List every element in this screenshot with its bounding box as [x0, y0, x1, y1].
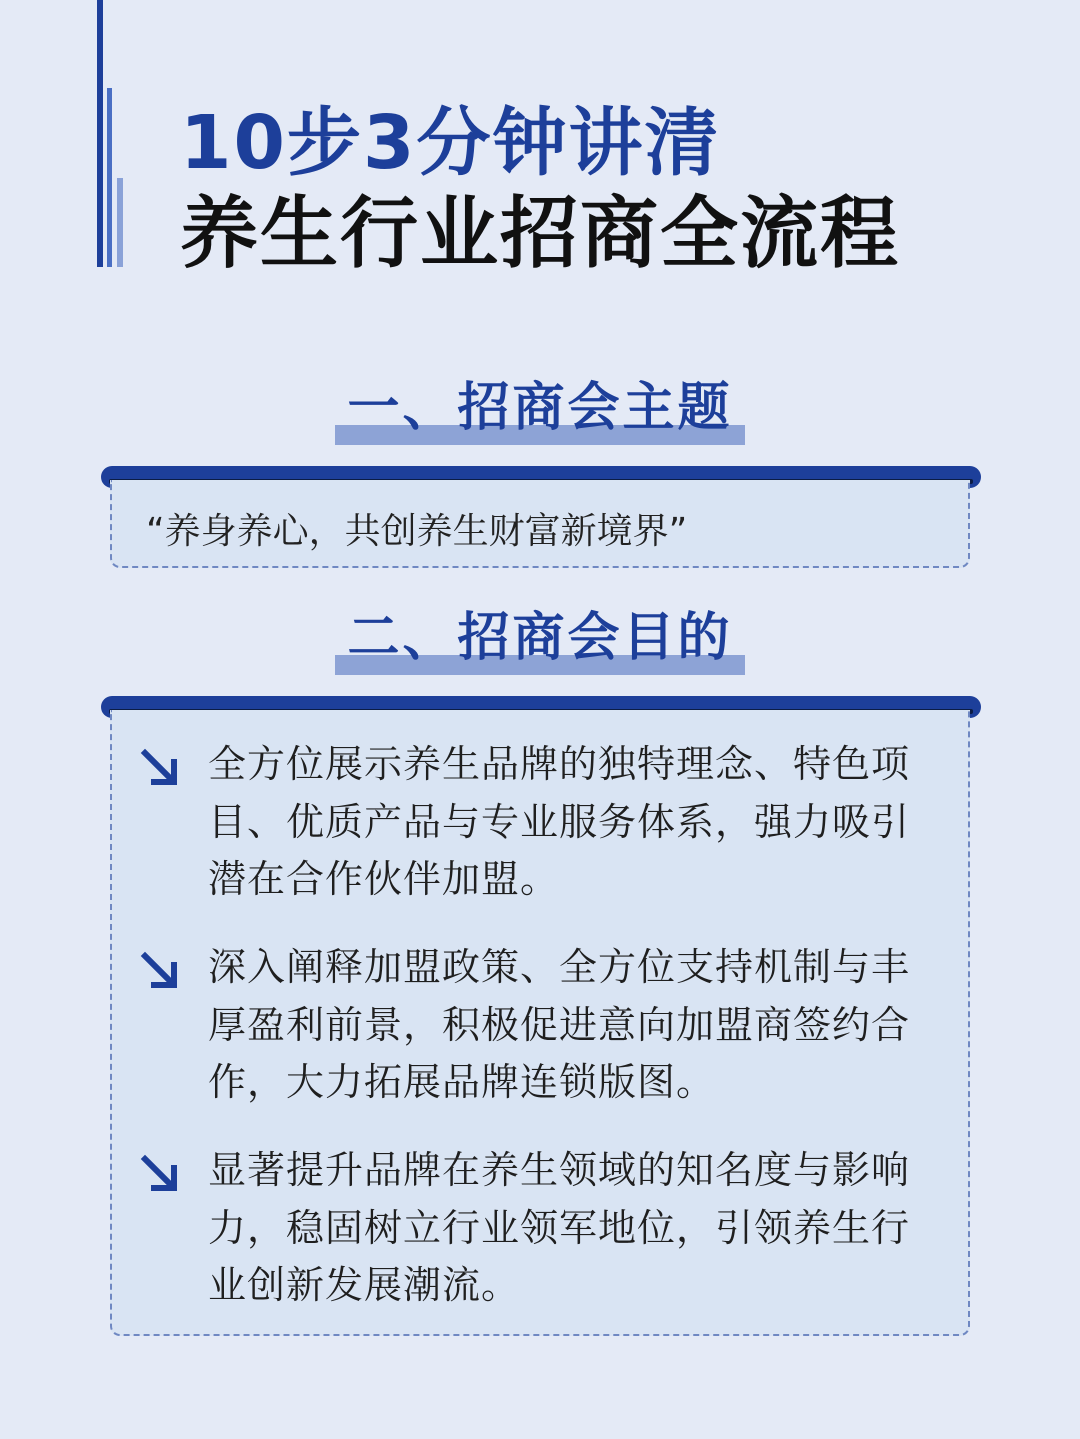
arrow-down-right-icon — [138, 746, 180, 788]
decorative-bar — [107, 88, 112, 267]
theme-card — [101, 466, 981, 568]
section-heading-theme — [335, 375, 745, 445]
section-heading-text: 一、招商会主题 — [347, 378, 733, 438]
page-title-line1: 10步3分钟讲清 — [180, 100, 721, 186]
purpose-item-text: 全方位展示养生品牌的独特理念、特色项目、优质产品与专业服务体系，强力吸引潜在合作伙伴加盟。 — [208, 742, 911, 901]
arrow-down-right-icon — [138, 949, 180, 991]
section-heading-text: 二、招商会目的 — [347, 608, 733, 668]
page-title-line2: 养生行业招商全流程 — [180, 189, 901, 279]
card-body — [110, 710, 970, 1336]
decorative-bar — [117, 178, 123, 267]
section-heading-purpose — [335, 605, 745, 675]
decorative-bar — [97, 0, 103, 267]
purpose-item-text: 深入阐释加盟政策、全方位支持机制与丰厚盈利前景，积极促进意向加盟商签约合作，大力拓展品牌连锁版图。 — [208, 945, 911, 1104]
purpose-item-text: 显著提升品牌在养生领域的知名度与影响力，稳固树立行业领军地位，引领养生行业创新发展潮流。 — [208, 1148, 911, 1307]
theme-slogan: “养身养心，共创养生财富新境界” — [146, 511, 688, 552]
purpose-card — [101, 696, 981, 1336]
card-body — [110, 480, 970, 568]
arrow-down-right-icon — [138, 1152, 180, 1194]
